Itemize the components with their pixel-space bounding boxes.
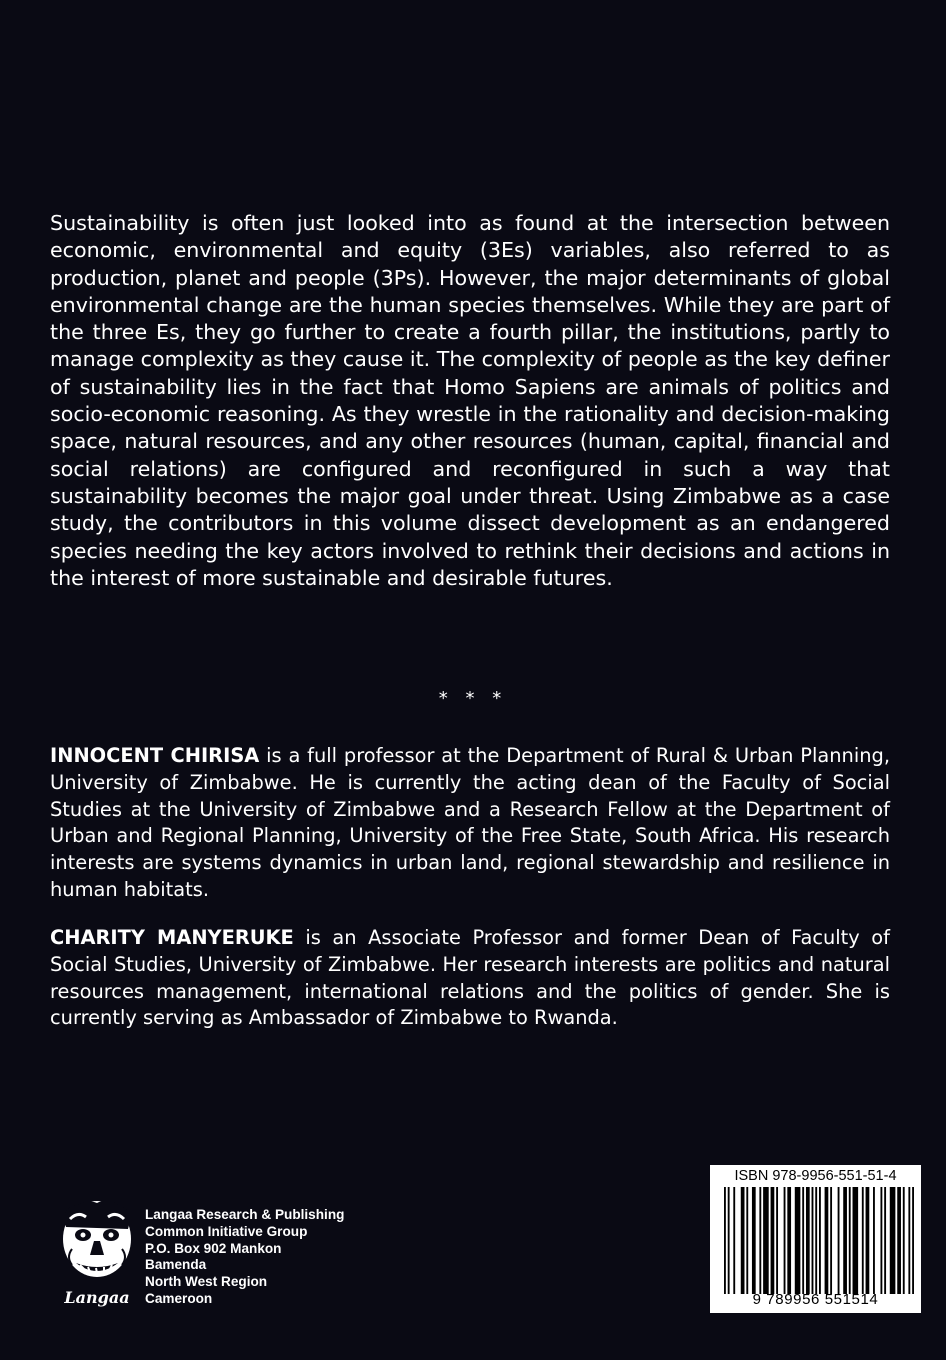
- barcode-bar: [819, 1187, 821, 1294]
- publisher-line: Langaa Research & Publishing: [145, 1207, 345, 1222]
- barcode-bar: [752, 1187, 756, 1294]
- barcode-bar: [862, 1187, 864, 1294]
- barcode-bar: [908, 1187, 910, 1294]
- barcode-bar: [903, 1187, 905, 1294]
- author-bio-text: is a full professor at the Department of Rural & Urban Planning, University of Zimbabwe. He is currently the acting dean of the Faculty of Social Studies at the University of Zimbabwe and a Research Fellow at the Department of Urban and Regional Planning, University of the Free State, South Africa. His research interests are systems dynamics in urban land, regional stewardship and resilience in human habitats.: [50, 744, 890, 901]
- barcode-bar: [812, 1187, 814, 1294]
- publisher-line: P.O. Box 902 Mankon: [145, 1240, 282, 1256]
- isbn-label: ISBN 978-9956-551-51-4: [734, 1168, 897, 1184]
- barcode-bar: [884, 1187, 886, 1294]
- barcode-bar: [825, 1187, 829, 1294]
- publisher-line: Cameroon: [145, 1290, 213, 1306]
- barcode-bar: [776, 1187, 778, 1294]
- publisher-line: Common Initiative Group: [145, 1223, 308, 1239]
- author-name: CHARITY MANYERUKE: [50, 926, 294, 949]
- barcode-bar: [866, 1187, 870, 1294]
- barcode-bar: [838, 1187, 840, 1294]
- barcode-bar: [830, 1187, 832, 1294]
- barcode-bar: [802, 1187, 804, 1294]
- barcode-bar: [784, 1187, 786, 1294]
- langaa-logo-wordmark: Langaa: [64, 1288, 130, 1307]
- barcode-bars-icon: [724, 1187, 914, 1294]
- barcode-bar: [724, 1187, 726, 1294]
- barcode-bar: [806, 1187, 810, 1294]
- publisher-line: North West Region: [145, 1274, 268, 1290]
- author-name: INNOCENT CHIRISA: [50, 744, 260, 767]
- barcode-bar: [741, 1187, 745, 1294]
- author-bio-manyeruke: [50, 925, 890, 1032]
- back-cover-blurb: Sustainability is often just looked into as found at the intersection between economic, environmental and equity (3Es) variables, also referred to as production, planet and people (3Ps). However, the major determinants of global environmental change are the human species themselves. While they are part of the three Es, they go further to create a fourth pillar, the institutions, partly to manage complexity as they cause it. The complexity of people as the key definer of sustainability lies in the fact that Homo Sapiens are animals of politics and socio-economic reasoning. As they wrestle in the rationality and decision-making space, natural resources, and any other resources (human, capital, financial and social relations) are configured and reconfigured in such a way that sustainability becomes the major goal under threat. Using Zimbabwe as a case study, the contributors in this volume dissect development as an endangered species needing the key actors involved to rethink their decisions and actions in the interest of more sustainable and desirable futures.: [50, 211, 890, 590]
- publisher-line: Bamenda: [145, 1257, 207, 1273]
- barcode-bar: [746, 1187, 748, 1294]
- publisher-address: [145, 1207, 344, 1308]
- barcode-bar: [815, 1187, 817, 1294]
- isbn-barcode: [710, 1165, 921, 1313]
- barcode-bar: [759, 1187, 761, 1294]
- barcode-bar: [843, 1187, 847, 1294]
- section-divider: * * *: [438, 688, 508, 709]
- barcode-bar: [849, 1187, 851, 1294]
- barcode-bar: [787, 1187, 791, 1294]
- barcode-bar: [733, 1187, 735, 1294]
- barcode-bar: [912, 1187, 914, 1294]
- barcode-bar: [795, 1187, 801, 1294]
- barcode-bar: [897, 1187, 901, 1294]
- barcode-bar: [853, 1187, 859, 1294]
- barcode-bar: [873, 1187, 875, 1294]
- barcode-bar: [728, 1187, 730, 1294]
- author-bio-text: is an Associate Professor and former Dean of Faculty of Social Studies, University of Zimbabwe. Her research interests are politics and natural resources management, international relations and the politics of gender. She is currently serving as Ambassador of Zimbabwe to Rwanda.: [50, 926, 890, 1030]
- barcode-bar: [763, 1187, 769, 1294]
- barcode-bar: [880, 1187, 882, 1294]
- barcode-digits: 9 789956 551514: [752, 1291, 879, 1308]
- barcode-bar: [771, 1187, 775, 1294]
- barcode-bar: [890, 1187, 896, 1294]
- author-bio-chirisa: [50, 743, 890, 904]
